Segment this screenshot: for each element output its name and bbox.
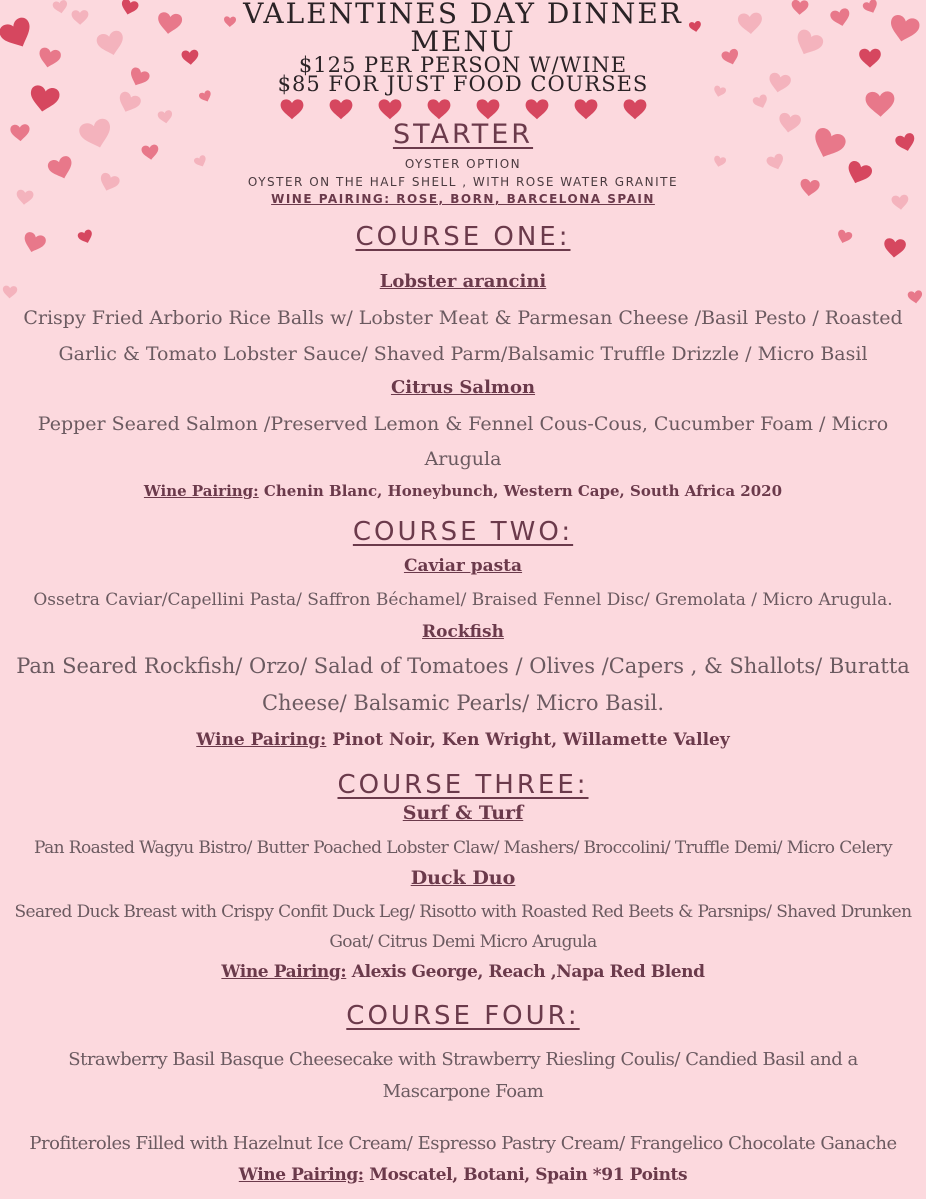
course-two-dish2-line1: Pan Seared Rockfish/ Orzo/ Salad of Tomatoes / Olives /Capers , & Shallots/ Buratta: [16, 654, 910, 678]
course-three-heading: COURSE THREE:: [337, 770, 589, 800]
course-three-wine-label: Wine Pairing:: [221, 962, 347, 982]
starter-heading: STARTER: [392, 119, 534, 150]
price-with-wine: $125 PER PERSON W/WINE: [298, 53, 628, 77]
course-three-dish2-name: Duck Duo: [410, 867, 516, 889]
course-one-dish2-name: Citrus Salmon: [390, 377, 536, 398]
heart-icon: [477, 99, 500, 119]
course-four-wine: [0, 1163, 926, 1187]
course-two-wine: [0, 729, 926, 751]
price-food-only: $85 FOR JUST FOOD COURSES: [277, 72, 649, 96]
course-three-dish1-line1: Pan Roasted Wagyu Bistro/ Butter Poached Lobster Claw/ Mashers/ Broccolini/ Truffle Demi/ Micro Celery: [34, 838, 892, 858]
course-two-wine-label: Wine Pairing:: [196, 730, 327, 750]
starter-wine: WINE PAIRING: ROSE, BORN, BARCELONA SPAIN: [271, 192, 655, 206]
heart-icon: [526, 99, 549, 119]
course-two-wine-value: Pinot Noir, Ken Wright, Willamette Valley: [326, 730, 730, 750]
course-three-wine-value: Alexis George, Reach ,Napa Red Blend: [346, 962, 705, 982]
course-one-wine: [0, 481, 926, 501]
heart-icon: [379, 99, 402, 119]
course-one-heading: COURSE ONE:: [355, 222, 571, 252]
menu-title-line2: MENU: [410, 25, 516, 58]
course-four-dish1-line1: Strawberry Basil Basque Cheesecake with Strawberry Riesling Coulis/ Candied Basil and a: [68, 1049, 858, 1070]
heart-icon: [330, 99, 353, 119]
starter-option: OYSTER OPTION: [404, 157, 522, 171]
menu-title-line1: VALENTINES DAY DINNER: [243, 0, 683, 30]
course-two-dish2-name: Rockfish: [422, 622, 504, 642]
course-three-dish1-name: Surf & Turf: [402, 802, 524, 824]
course-three-dish2-line1: Seared Duck Breast with Crispy Confit Duck Leg/ Risotto with Roasted Red Beets & Parsnips/ Shaved Drunken: [14, 902, 912, 922]
course-one-dish1-line2: Garlic & Tomato Lobster Sauce/ Shaved Parm/Balsamic Truffle Drizzle / Micro Basil: [58, 343, 868, 365]
starter-description: OYSTER ON THE HALF SHELL , WITH ROSE WATER GRANITE: [247, 175, 679, 189]
course-three-dish2-line2: Goat/ Citrus Demi Micro Arugula: [329, 932, 597, 952]
heart-icon: [575, 99, 598, 119]
course-one-dish1-name: Lobster arancini: [379, 271, 547, 292]
course-one-dish2-line2: Arugula: [424, 448, 502, 470]
heart-icon: [281, 99, 304, 119]
course-two-dish1-line1: Ossetra Caviar/Capellini Pasta/ Saffron Béchamel/ Braised Fennel Disc/ Gremolata / Micro Arugula.: [33, 590, 893, 610]
course-four-heading: COURSE FOUR:: [346, 1001, 580, 1031]
course-four-wine-label: Wine Pairing:: [238, 1165, 364, 1185]
course-one-wine-value: Chenin Blanc, Honeybunch, Western Cape, South Africa 2020: [258, 482, 783, 500]
course-four-wine-value: Moscatel, Botani, Spain *91 Points: [363, 1165, 688, 1185]
heart-icon: [624, 99, 647, 119]
course-one-dish1-line1: Crispy Fried Arborio Rice Balls w/ Lobster Meat & Parmesan Cheese /Basil Pesto / Roasted: [23, 307, 903, 329]
course-one-wine-label: Wine Pairing:: [143, 482, 259, 500]
course-two-dish1-name: Caviar pasta: [403, 556, 523, 576]
course-two-dish2-line2: Cheese/ Balsamic Pearls/ Micro Basil.: [261, 691, 665, 715]
course-three-wine: [0, 960, 926, 984]
course-one-dish2-line1: Pepper Seared Salmon /Preserved Lemon & Fennel Cous-Cous, Cucumber Foam / Micro: [37, 413, 889, 435]
course-two-heading: COURSE TWO:: [352, 517, 574, 547]
heart-icon: [428, 99, 451, 119]
course-four-dish2-line1: Profiteroles Filled with Hazelnut Ice Cream/ Espresso Pastry Cream/ Frangelico Chocolate Ganache: [29, 1133, 897, 1154]
course-four-dish1-line2: Mascarpone Foam: [382, 1081, 544, 1102]
